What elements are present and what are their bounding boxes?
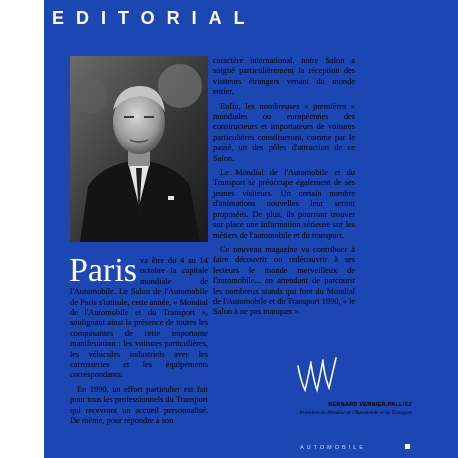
right-paragraph-3: Le Mondial de l'Automobile et du Transport se préoccupe également de ses jeunes visiteurs. Un certain nombre d'animations nouvelles leur seront proposées. De plus, ils pourront trouver sur place une information sérieuse sur les métiers de l'automobile et du transport.: [213, 168, 355, 240]
page-margin: [0, 0, 44, 458]
footer-magazine-name: AUTOMOBILE: [300, 445, 366, 451]
left-paragraph-1: [69, 252, 208, 381]
signatory-role: Président du Mondial de l'Automobile et du Transport: [299, 410, 412, 416]
portrait-image: [70, 56, 208, 242]
portrait-photo: [70, 56, 208, 242]
left-paragraph-1-text: va être du 4 au 14 octobre la capitale mondiale de l'Automobile. Le Salon de l'Automobile de Paris s'intitule, cette année, « Mondial de l'Automobile et du Transport », soulignant ainsi la présence de toutes les composantes de cette importante manifestation : les voitures particulières, les véhicules industriels avec les carrosseries et les équipements correspondants.: [70, 256, 208, 380]
right-column: [213, 56, 355, 322]
dropcap-word: Paris: [69, 252, 137, 289]
right-paragraph-4: Ce nouveau magazine va contribuer à faire découvrir ou redécouvrir à ses lecteurs le monde merveilleux de l'automobile... en attendant de parcourir les nombreux stands qui font du Mondial de l'Automobile et du Transport 1990, « le Salon à ne pas manquer ».: [213, 244, 356, 317]
masthead-title: EDITORIAL: [52, 8, 257, 28]
right-paragraph-1: caractère international, notre Salon a soigné particulièrement la réception des visiteurs étrangers venant du monde entier.: [213, 56, 355, 97]
left-column: [69, 252, 208, 431]
handwritten-signature: [295, 356, 339, 396]
right-paragraph-2: Enfin, les nombreuses « premières » mondiales ou européennes des constructeurs et importateurs de voitures particulières constitueront, comme par le passé, un des pôles d'attraction de ce Salon.: [213, 101, 355, 163]
left-paragraph-2: En 1990, un effort particulier est fait pour tous les professionnels du Transport qui recevront un accueil personnalisé. De même, pour répondre à son: [70, 384, 208, 426]
square-bullet-icon: [405, 444, 410, 449]
signatory-name: BERNARD VERNIER-PALLIEZ: [328, 402, 412, 408]
